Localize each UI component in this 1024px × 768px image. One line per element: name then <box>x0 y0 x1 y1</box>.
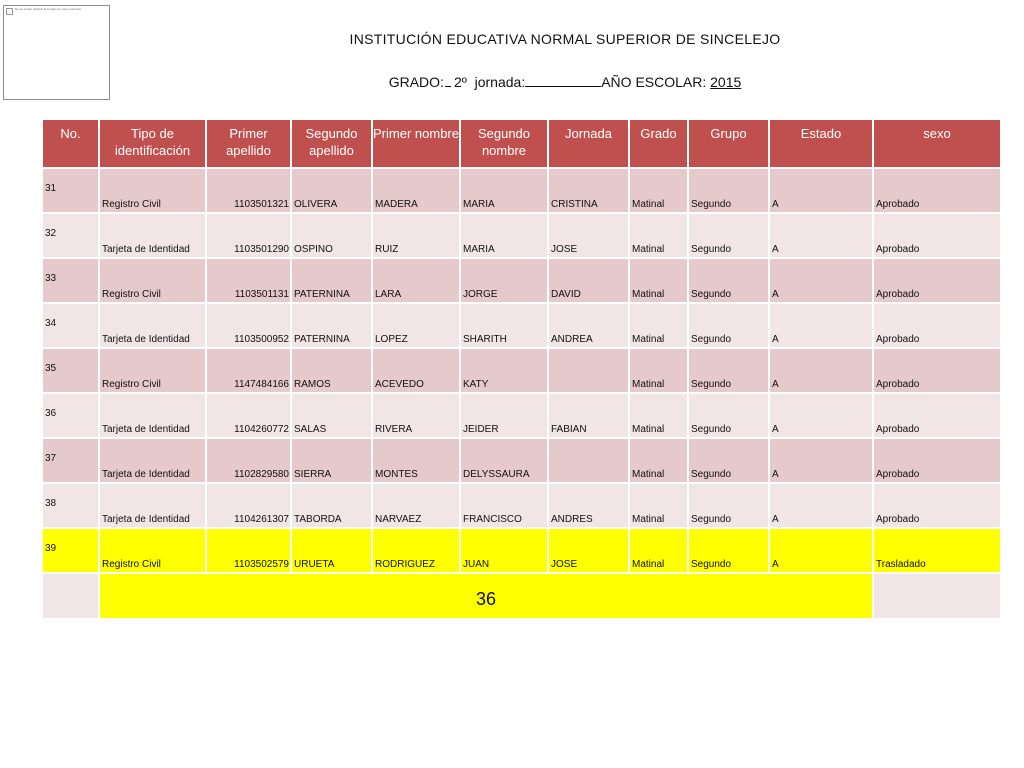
table-row <box>42 348 1001 393</box>
cell-segundo-apellido: LOPEZ <box>372 303 460 348</box>
cell-segundo-apellido: RIVERA <box>372 393 460 438</box>
cell-no: 35 <box>42 348 99 393</box>
cell-grupo: A <box>769 168 873 213</box>
cell-segundo-nombre <box>548 438 629 483</box>
anio-value: 2015 <box>710 74 742 90</box>
cell-estado: Aprobado <box>873 393 1001 438</box>
cell-tipo: Tarjeta de Identidad <box>99 438 206 483</box>
grade-line <box>110 74 1020 90</box>
cell-primer-nombre: JEIDER <box>460 393 548 438</box>
cell-no: 33 <box>42 258 99 303</box>
cell-segundo-nombre: CRISTINA <box>548 168 629 213</box>
cell-jornada: Matinal <box>629 213 688 258</box>
cell-primer-nombre: JORGE <box>460 258 548 303</box>
cell-primer-nombre: FRANCISCO <box>460 483 548 528</box>
cell-id: 1147484166 <box>206 348 291 393</box>
cell-grupo: A <box>769 483 873 528</box>
cell-no: 39 <box>42 528 99 573</box>
cell-primer-nombre: SHARITH <box>460 303 548 348</box>
cell-estado: Aprobado <box>873 213 1001 258</box>
cell-grado: Segundo <box>688 303 769 348</box>
cell-jornada: Matinal <box>629 168 688 213</box>
anio-label: AÑO ESCOLAR: <box>601 74 707 90</box>
cell-grupo: A <box>769 393 873 438</box>
cell-segundo-nombre: ANDREA <box>548 303 629 348</box>
table-header-row <box>42 119 1001 168</box>
cell-tipo: Registro Civil <box>99 258 206 303</box>
cell-segundo-apellido: MONTES <box>372 438 460 483</box>
cell-grupo: A <box>769 528 873 573</box>
cell-primer-nombre: MARIA <box>460 168 548 213</box>
cell-grado: Segundo <box>688 393 769 438</box>
cell-segundo-nombre: JOSE <box>548 528 629 573</box>
cell-grupo: A <box>769 303 873 348</box>
cell-tipo: Registro Civil <box>99 528 206 573</box>
cell-primer-nombre: DELYSSAURA <box>460 438 548 483</box>
cell-tipo: Tarjeta de Identidad <box>99 483 206 528</box>
cell-segundo-nombre: ANDRES <box>548 483 629 528</box>
cell-tipo: Tarjeta de Identidad <box>99 393 206 438</box>
grado-value: 2º <box>453 74 467 90</box>
cell-estado: Aprobado <box>873 438 1001 483</box>
column-header-primer-nombre: Primer nombre <box>372 119 460 168</box>
column-header-grupo: Grupo <box>688 119 769 168</box>
logo-caption: No se puede mostrar la imagen en este momento. <box>15 7 82 11</box>
grado-blank <box>445 74 451 87</box>
cell-grupo: A <box>769 258 873 303</box>
cell-grado: Segundo <box>688 438 769 483</box>
cell-segundo-apellido: MADERA <box>372 168 460 213</box>
cell-segundo-apellido: LARA <box>372 258 460 303</box>
cell-segundo-nombre <box>548 348 629 393</box>
cell-primer-nombre: MARIA <box>460 213 548 258</box>
cell-primer-apellido: SIERRA <box>291 438 372 483</box>
cell-id: 1104261307 <box>206 483 291 528</box>
broken-image-icon <box>6 8 13 15</box>
cell-jornada: Matinal <box>629 438 688 483</box>
cell-primer-apellido: OSPINO <box>291 213 372 258</box>
cell-segundo-nombre: FABIAN <box>548 393 629 438</box>
institution-title: INSTITUCIÓN EDUCATIVA NORMAL SUPERIOR DE SINCELEJO <box>349 31 781 47</box>
cell-no: 37 <box>42 438 99 483</box>
cell-estado: Trasladado <box>873 528 1001 573</box>
cell-estado: Aprobado <box>873 168 1001 213</box>
cell-grupo: A <box>769 438 873 483</box>
cell-primer-apellido: URUETA <box>291 528 372 573</box>
cell-segundo-apellido: NARVAEZ <box>372 483 460 528</box>
cell-tipo: Tarjeta de Identidad <box>99 213 206 258</box>
cell-estado: Aprobado <box>873 483 1001 528</box>
column-header-grado: Grado <box>629 119 688 168</box>
logo-placeholder <box>3 5 110 100</box>
cell-segundo-apellido: ACEVEDO <box>372 348 460 393</box>
jornada-label: jornada: <box>474 74 526 90</box>
students-table <box>41 118 1002 620</box>
cell-primer-apellido: RAMOS <box>291 348 372 393</box>
cell-no: 34 <box>42 303 99 348</box>
column-header-segundo-apellido: Segundo apellido <box>291 119 372 168</box>
cell-segundo-nombre: JOSE <box>548 213 629 258</box>
column-header-primer-apellido: Primer apellido <box>206 119 291 168</box>
table-row <box>42 438 1001 483</box>
cell-tipo: Registro Civil <box>99 348 206 393</box>
cell-primer-nombre: KATY <box>460 348 548 393</box>
cell-no: 32 <box>42 213 99 258</box>
cell-jornada: Matinal <box>629 528 688 573</box>
grado-label: GRADO: <box>388 74 444 90</box>
cell-id: 1103501131 <box>206 258 291 303</box>
column-header-tipo: Tipo de identificación <box>99 119 206 168</box>
column-header-sexo: sexo <box>873 119 1001 168</box>
table-row <box>42 168 1001 213</box>
cell-id: 1104260772 <box>206 393 291 438</box>
cell-id: 1103501321 <box>206 168 291 213</box>
table-row <box>42 303 1001 348</box>
cell-grado: Segundo <box>688 528 769 573</box>
table-row <box>42 393 1001 438</box>
cell-primer-apellido: TABORDA <box>291 483 372 528</box>
cell-jornada: Matinal <box>629 303 688 348</box>
cell-primer-apellido: PATERNINA <box>291 258 372 303</box>
cell-no: 36 <box>42 393 99 438</box>
cell-jornada: Matinal <box>629 483 688 528</box>
cell-estado: Aprobado <box>873 348 1001 393</box>
cell-primer-apellido: OLIVERA <box>291 168 372 213</box>
cell-jornada: Matinal <box>629 348 688 393</box>
cell-segundo-apellido: RODRIGUEZ <box>372 528 460 573</box>
cell-grupo: A <box>769 348 873 393</box>
cell-id: 1103501290 <box>206 213 291 258</box>
cell-id: 1103502579 <box>206 528 291 573</box>
cell-id: 1102829580 <box>206 438 291 483</box>
cell-grado: Segundo <box>688 168 769 213</box>
cell-primer-apellido: PATERNINA <box>291 303 372 348</box>
cell-grado: Segundo <box>688 213 769 258</box>
cell-no: 38 <box>42 483 99 528</box>
cell-primer-apellido: SALAS <box>291 393 372 438</box>
cell-grado: Segundo <box>688 348 769 393</box>
cell-grado: Segundo <box>688 258 769 303</box>
cell-estado: Aprobado <box>873 303 1001 348</box>
cell-jornada: Matinal <box>629 258 688 303</box>
total-empty-cell <box>42 573 99 619</box>
cell-grupo: A <box>769 213 873 258</box>
jornada-blank <box>525 74 601 87</box>
cell-grado: Segundo <box>688 483 769 528</box>
column-header-estado: Estado <box>769 119 873 168</box>
column-header-no: No. <box>42 119 99 168</box>
cell-no: 31 <box>42 168 99 213</box>
cell-id: 1103500952 <box>206 303 291 348</box>
total-row <box>42 573 1001 619</box>
table-row <box>42 258 1001 303</box>
cell-primer-nombre: JUAN <box>460 528 548 573</box>
table-row <box>42 213 1001 258</box>
column-header-jornada: Jornada <box>548 119 629 168</box>
total-empty-cell <box>873 573 1001 619</box>
table-row-highlighted <box>42 528 1001 573</box>
total-count: 36 <box>99 573 873 619</box>
column-header-segundo-nombre: Segundo nombre <box>460 119 548 168</box>
cell-jornada: Matinal <box>629 393 688 438</box>
cell-tipo: Tarjeta de Identidad <box>99 303 206 348</box>
cell-segundo-nombre: DAVID <box>548 258 629 303</box>
cell-segundo-apellido: RUIZ <box>372 213 460 258</box>
cell-estado: Aprobado <box>873 258 1001 303</box>
table-row <box>42 483 1001 528</box>
cell-tipo: Registro Civil <box>99 168 206 213</box>
